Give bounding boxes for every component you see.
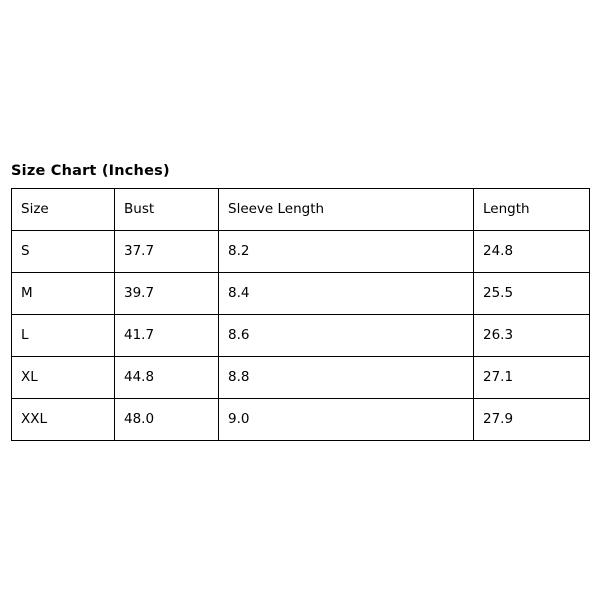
cell-bust: 39.7 [115,273,219,315]
size-chart-table [11,188,590,441]
cell-sleeve-length: 8.8 [219,357,474,399]
cell-length: 27.1 [474,357,590,399]
cell-sleeve-length: 8.6 [219,315,474,357]
cell-size: L [12,315,115,357]
cell-bust: 44.8 [115,357,219,399]
cell-sleeve-length: 8.4 [219,273,474,315]
table-header-row [12,189,590,231]
column-header-sleeve-length: Sleeve Length [219,189,474,231]
cell-length: 24.8 [474,231,590,273]
column-header-bust: Bust [115,189,219,231]
table-row [12,273,590,315]
table-row [12,399,590,441]
page-title: Size Chart (Inches) [11,163,170,179]
cell-sleeve-length: 8.2 [219,231,474,273]
cell-size: S [12,231,115,273]
cell-bust: 41.7 [115,315,219,357]
table-row [12,357,590,399]
cell-size: XXL [12,399,115,441]
cell-length: 25.5 [474,273,590,315]
table-row [12,231,590,273]
cell-length: 26.3 [474,315,590,357]
column-header-length: Length [474,189,590,231]
cell-size: XL [12,357,115,399]
cell-size: M [12,273,115,315]
cell-bust: 48.0 [115,399,219,441]
table-row [12,315,590,357]
column-header-size: Size [12,189,115,231]
cell-sleeve-length: 9.0 [219,399,474,441]
cell-length: 27.9 [474,399,590,441]
cell-bust: 37.7 [115,231,219,273]
